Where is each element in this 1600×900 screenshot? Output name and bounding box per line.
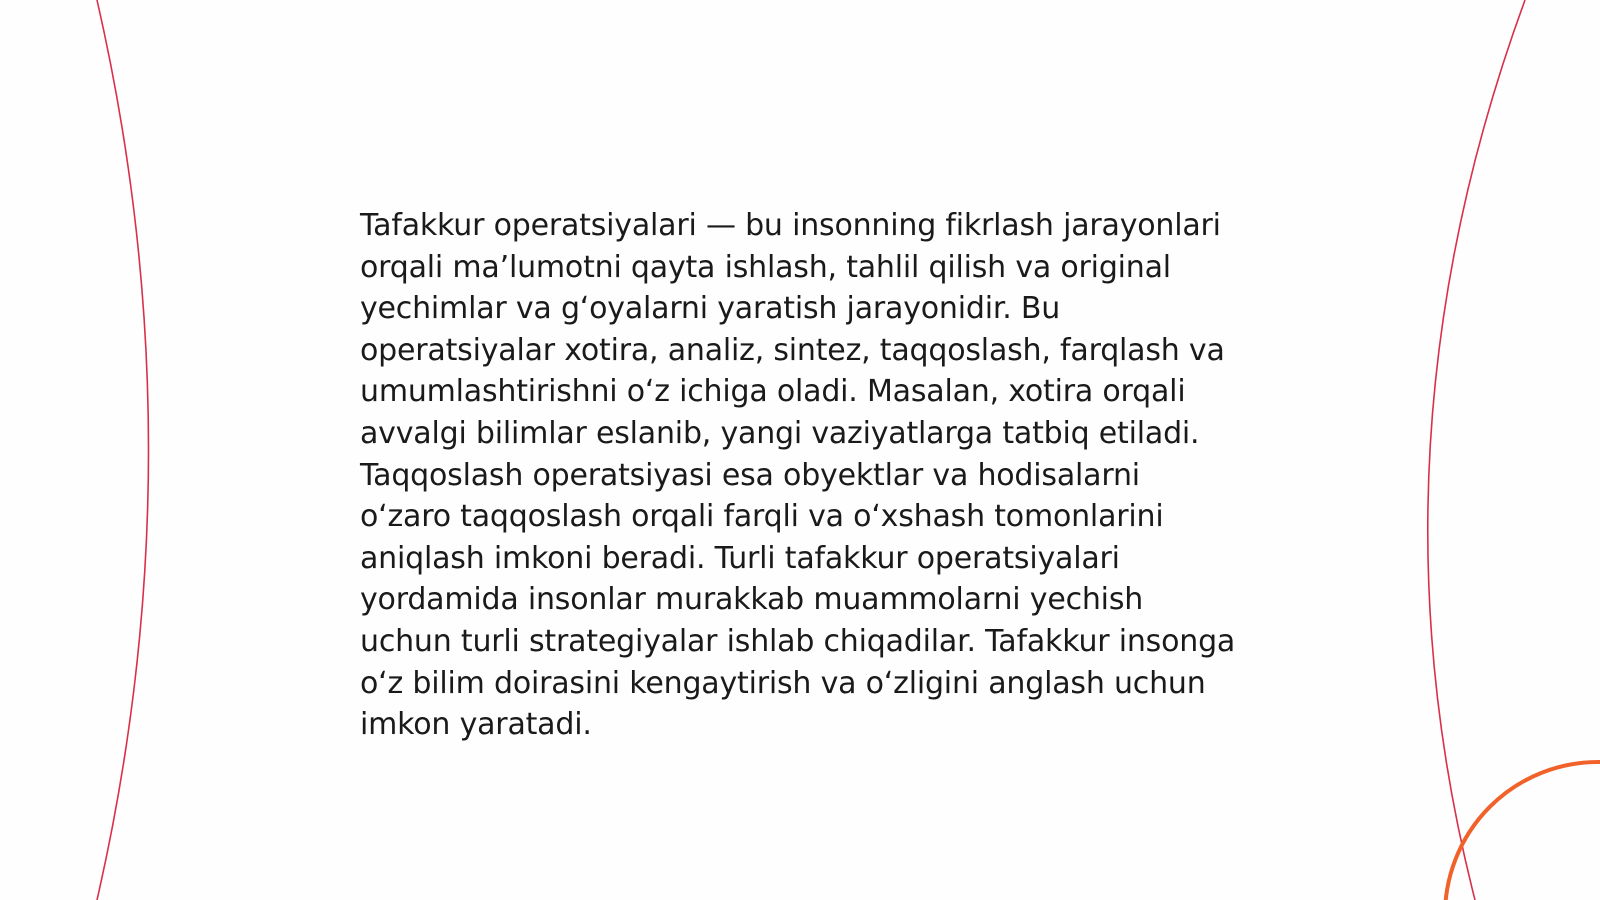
left-arc-line (97, 0, 149, 900)
right-arc-line (1428, 0, 1525, 900)
accent-circle (1445, 762, 1600, 900)
body-paragraph: Tafakkur operatsiyalari — bu insonning fikrlash jarayonlari orqali ma’lumotni qayta ishlash, tahlil qilish va original yechimlar va g‘oyalarni yaratish jarayonidir. Bu operatsiyalar xotira, analiz, sintez, taqqoslash, farqlash va umumlashtirishni o‘z ichiga oladi. Masalan, xotira orqali avvalgi bilimlar eslanib, yangi vaziyatlarga tatbiq etiladi. Taqqoslash operatsiyasi esa obyektlar va hodisalarni o‘zaro taqqoslash orqali farqli va o‘xshash tomonlarini aniqlash imkoni beradi. Turli tafakkur operatsiyalari yordamida insonlar murakkab muammolarni yechish uchun turli strategiyalar ishlab chiqadilar. Tafakkur insonga o‘z bilim doirasini kengaytirish va o‘zligini anglash uchun imkon yaratadi. (360, 208, 1236, 743)
